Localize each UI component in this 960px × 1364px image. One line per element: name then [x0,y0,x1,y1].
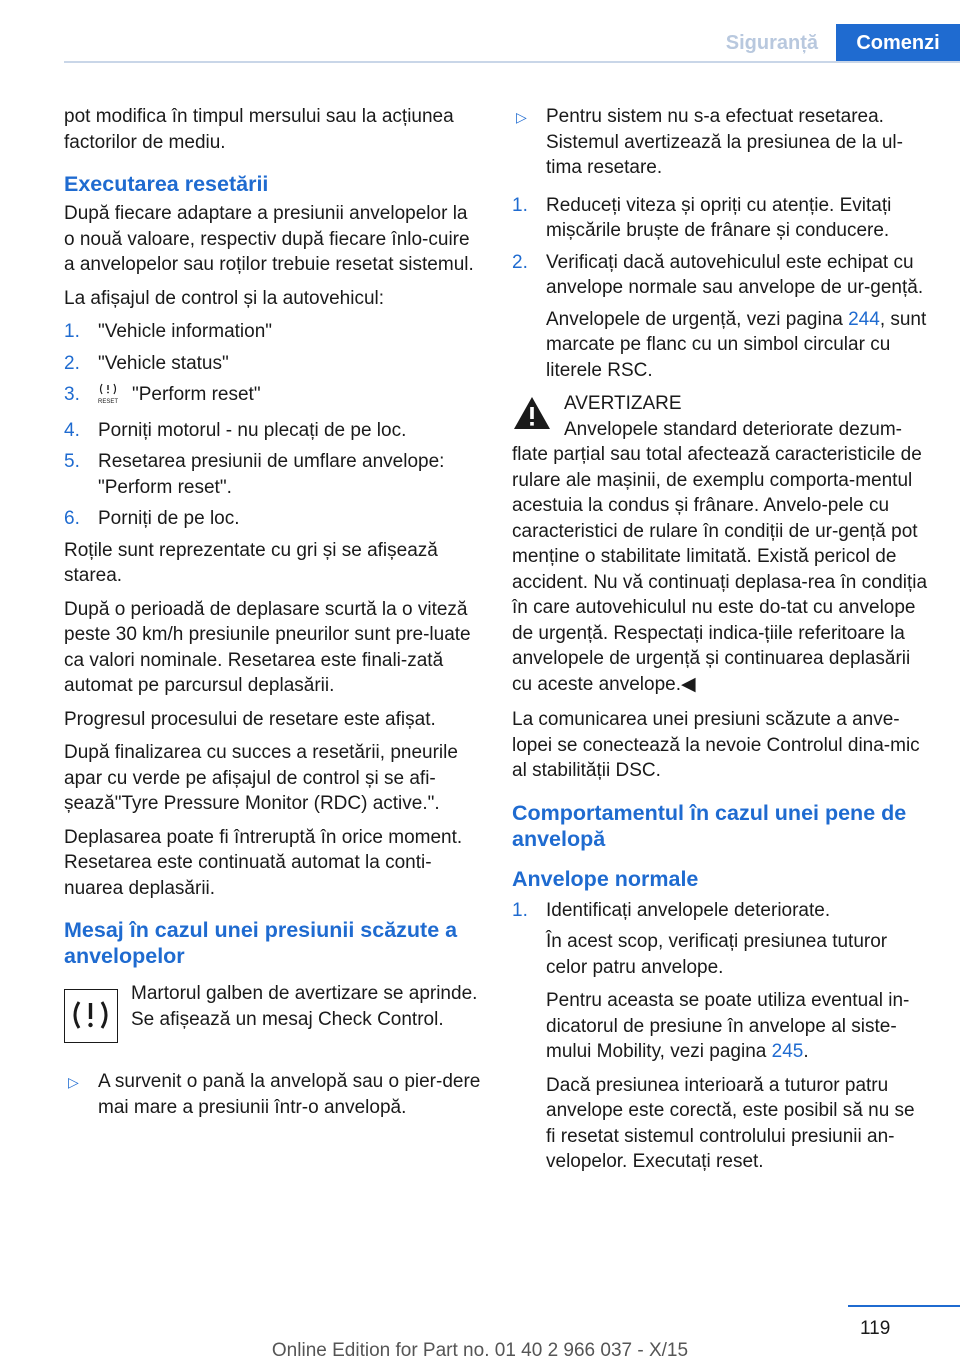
step-text: Reduceți viteza și opriți cu atenție. Evitați mișcările bruște de frânare și conducere. [546,194,892,241]
reset-heading: Executarea resetării [64,172,269,196]
warning-triangle-icon [512,395,552,439]
list-item [64,418,482,444]
step1-paragraph-1: În acest scop, verificați presiunea tuturor celor patru anvelope. [546,931,888,978]
page-number: 119 [860,1318,891,1339]
svg-text:RESET: RESET [98,399,118,404]
warning-text: flate parțial sau total afectează caracteristicile de rulare ale mașinii, de exemplu comporta‐mentul acestuia la condus și frânare. Anvelo‐pele cu caracteristici de rulare în condiții de ur‐gență pot menține o stabilitate limitată. Există pericol de accident. Nu vă continuați deplasa‐rea în condiția în care autovehiculul nu este do‐tat cu anvelope de urgență. Respectați indica‐țiile referitoare la anvelopele de urgență și continuarea deplasării cu aceste anvelope.◀ [512,444,928,695]
step1-paragraph-2: Pentru aceasta se poate utiliza eventual in‐dicatorul de presiune în anvelope al siste‐mului Mobility, vezi pagina 245. [546,990,910,1062]
tire-reset-icon [98,382,118,412]
list-item [64,449,482,500]
list-item [64,506,482,532]
list-item [64,382,482,412]
step-text: Porniți de pe loc. [98,508,240,529]
list-item [64,319,482,345]
normal-tires-heading: Anvelope normale [512,866,699,891]
step-text: "Perform reset" [132,384,261,405]
footer-divider [848,1305,960,1307]
step-number: 2. [512,251,528,273]
edition-footer: Online Edition for Part no. 01 40 2 966 037 - X/15 [271,1340,689,1361]
step-number: 6. [64,508,80,529]
step-text: Resetarea presiunii de umflare anvelope: "Perform reset". [98,451,445,498]
bullet-text: Pentru sistem nu s-a efectuat resetarea. Sistemul avertizează la presiunea de la ul‐tima resetare. [546,106,903,178]
warning-title: AVERTIZARE [564,393,682,414]
bullet-triangle-icon: ▷ [516,109,527,125]
reset-paragraph-1: După fiecare adaptare a presiunii anvelopelor la o nouă valoare, respectiv după fiecare înlo‐cuire a anvelopelor sau roților trebuie resetat sistemul. [64,203,474,275]
header-divider [64,61,960,63]
step-number: 2. [64,352,80,374]
intro-paragraph: pot modifica în timpul mersului sau la acțiunea factorilor de mediu. [64,106,454,153]
list-item [512,193,928,244]
step1-paragraph-3: Dacă presiunea interioară a tuturor patru anvelope este corectă, este posibil să nu se fi resetat sistemul controlului presiunii an‐velopelor. Executați reset. [546,1074,915,1172]
list-item [64,351,482,377]
warning-block [512,391,928,697]
header-tabs [708,24,960,62]
progress-paragraph: Progresul procesului de resetare este afișat. [64,708,436,730]
check-control-text: Martorul galben de avertizare se aprinde. Se afișează un mesaj Check Control. [131,983,478,1030]
page-link-244[interactable]: 244 [848,308,880,330]
list-item [512,250,928,301]
success-paragraph: După finalizarea cu succes a resetării, pneurile apar cu verde pe afișajul de control și se afi‐șează"Tyre Pressure Monitor (RDC) active.". [64,742,458,814]
dsc-paragraph: La comunicarea unei presiuni scăzute a anve‐lopei se conectează la nevoie Controlul dina‐mic al stabilității DSC. [512,709,920,781]
step-text: Porniți motorul - nu plecați de pe loc. [98,419,407,441]
step-number: 1. [512,899,528,921]
step-text: Identificați anvelopele deteriorate. [546,899,831,921]
low-pressure-heading: Mesaj în cazul unei presiunii scăzute a anvelopelor [64,918,458,968]
right-column [512,104,928,1183]
step-text: Verificați dacă autovehiculul este echipat cu anvelope normale sau anvelope de ur‐gență. [546,251,924,298]
step-number: 1. [64,321,80,342]
bullet-triangle-icon: ▷ [68,1074,79,1090]
step-text: "Vehicle status" [98,352,229,374]
interrupt-paragraph: Deplasarea poate fi întreruptă în orice moment. Resetarea este continuată automat la conti‐nuarea deplasării. [64,826,463,899]
period-paragraph: După o perioadă de deplasare scurtă la o viteză peste 30 km/h presiunile pneurilor sunt pre‐luate ca valori nominale. Resetarea este finali‐zată automat pe parcursul deplasării. [64,598,471,696]
tab-comenzi[interactable]: Comenzi [836,24,960,62]
wheels-paragraph: Roțile sunt reprezentate cu gri și se afișează starea. [64,539,438,586]
step-number: 5. [64,451,80,472]
tire-pressure-warning-icon [64,989,118,1043]
emergency-tires-paragraph: Anvelopele de urgență, vezi pagina 244, sunt marcate pe flanc cu un simbol circular cu literele RSC. [546,308,927,381]
page-link-245[interactable]: 245 [771,1041,804,1062]
warning-text-first-line: Anvelopele standard deteriorate dezum‐ [564,418,902,440]
list-item [512,104,928,181]
left-column [64,104,482,1126]
step-text: "Vehicle information" [98,321,273,342]
step-number: 3. [64,384,80,405]
step-number: 1. [512,194,528,216]
tab-siguranta[interactable]: Siguranță [708,24,836,62]
list-item [64,1069,482,1120]
step-number: 4. [64,419,80,441]
reset-paragraph-2: La afișajul de control și la autovehicul: [64,287,385,309]
flat-tire-heading: Comportamentul în cazul unei pene de anvelopă [512,800,907,851]
check-control-block [64,981,482,1061]
bullet-text: A survenit o pană la anvelopă sau o pier‐dere mai mare a presiunii într-o anvelopă. [98,1071,481,1118]
list-item [512,898,928,924]
